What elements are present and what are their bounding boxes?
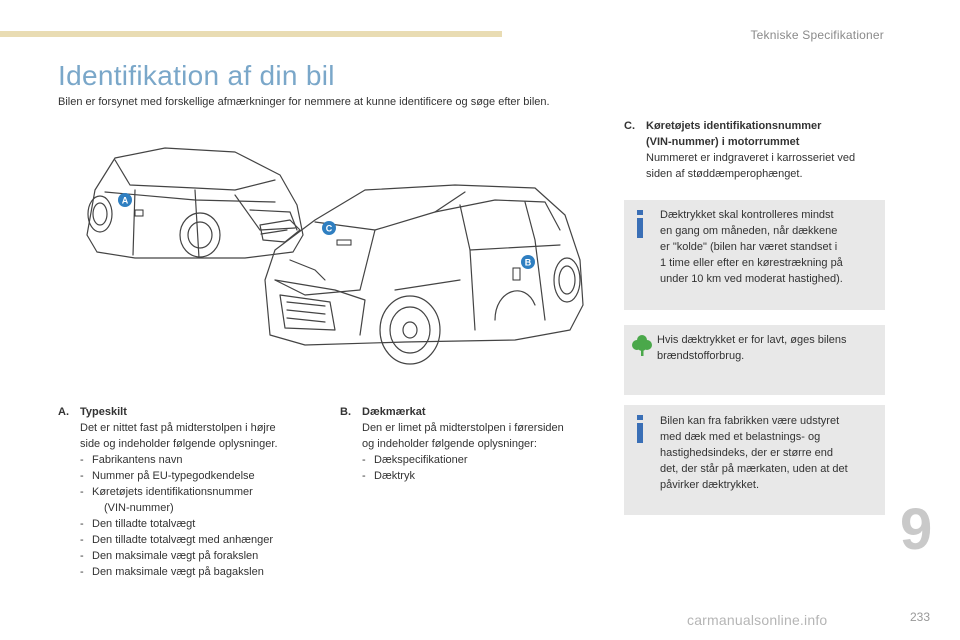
chapter-number: 9 — [900, 497, 933, 562]
note-factory-tires: Bilen kan fra fabrikken være udstyret med dæk med et belastnings- og hastighedsindeks, der er større end det, der står på mærkaten, uden at det påvirker dæktrykket. — [624, 405, 885, 515]
block-b-daekmaerkat — [340, 404, 605, 484]
list-item: - Dækspecifikationer — [362, 452, 605, 468]
info-icon — [636, 415, 644, 443]
block-c-vin — [624, 118, 886, 182]
block-b-line: og indeholder følgende oplysninger: — [362, 438, 537, 450]
list-item: - Dæktryk — [362, 468, 605, 484]
block-c-heading-cont: (VIN-nummer) i motorrummet — [646, 136, 800, 148]
block-c-letter: C. — [624, 120, 635, 132]
note-tire-pressure-check: Dæktrykket skal kontrolleres mindst en gang om måneden, når dækkene er "kolde" (bilen har været standset i 1 time eller efter en kørestrækning på under 10 km ved moderat hastighed). — [624, 200, 885, 310]
list-item: - Fabrikantens navn — [80, 452, 318, 468]
page-title: Identifikation af din bil — [58, 60, 335, 91]
watermark: carmanualsonline.info — [687, 612, 828, 628]
note-fuel-consumption: Hvis dæktrykket er for lavt, øges bilens brændstofforbrug. — [624, 325, 885, 395]
block-b-line: Den er limet på midterstolpen i førersiden — [362, 422, 564, 434]
list-item: - Nummer på EU-typegodkendelse — [80, 468, 318, 484]
intro-text: Bilen er forsynet med forskellige afmærkninger for nemmere at kunne identificere og søge efter bilen. — [58, 96, 550, 108]
tree-icon — [632, 334, 652, 356]
block-b-heading: Dækmærkat — [362, 406, 426, 418]
page-number: 233 — [910, 610, 931, 624]
section-title: Tekniske Specifikationer — [750, 28, 884, 42]
marker-c-label: C — [325, 223, 333, 234]
car-illustration — [75, 130, 605, 400]
block-b-list — [340, 452, 605, 484]
block-c-line: Nummeret er indgraveret i karrosseriet ved — [646, 152, 856, 164]
list-item: - Den tilladte totalvægt med anhænger — [80, 532, 318, 548]
block-b-letter: B. — [340, 406, 351, 418]
list-item: - Den maksimale vægt på bagakslen — [80, 564, 318, 580]
header-bar — [0, 31, 502, 37]
block-c-line: siden af støddæmperophænget. — [646, 168, 803, 180]
block-a-heading: Typeskilt — [80, 406, 127, 418]
block-a-list — [58, 452, 318, 580]
block-a-letter: A. — [58, 406, 69, 418]
list-item: - Den maksimale vægt på forakslen — [80, 548, 318, 564]
block-a-line: side og indeholder følgende oplysninger. — [80, 438, 278, 450]
block-a-line: Det er nittet fast på midterstolpen i højre — [80, 422, 276, 434]
block-c-heading: Køretøjets identifikationsnummer — [646, 120, 822, 132]
marker-b-label: B — [524, 257, 532, 268]
info-icon — [636, 210, 644, 238]
marker-a-label: A — [121, 195, 129, 206]
list-item: - Køretøjets identifikationsnummer (VIN-nummer) — [80, 484, 318, 516]
list-item: - Den tilladte totalvægt — [80, 516, 318, 532]
block-a-typeskilt — [58, 404, 318, 580]
